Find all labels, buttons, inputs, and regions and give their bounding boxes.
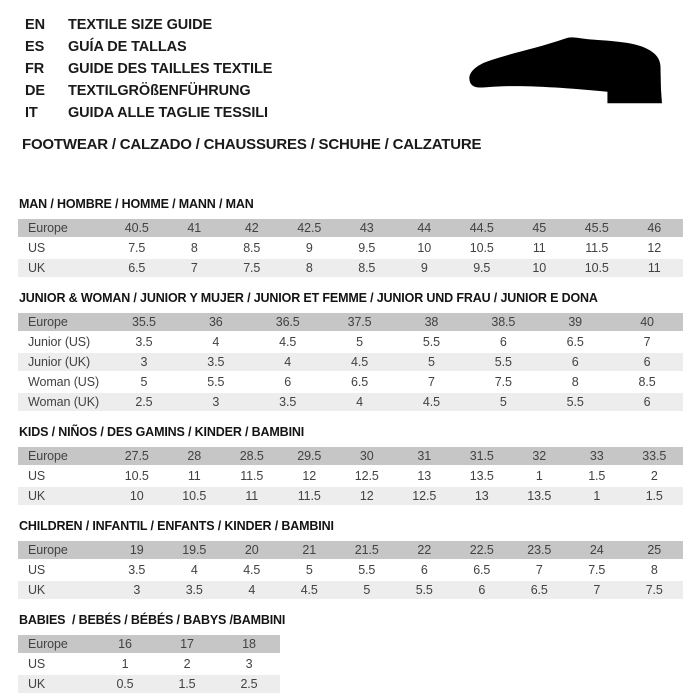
size-cell: 39	[539, 313, 611, 331]
table-row	[18, 373, 683, 391]
language-title: GUIDE DES TAILLES TEXTILE	[68, 61, 273, 77]
table-row	[18, 219, 683, 237]
row-label: UK	[18, 487, 108, 505]
size-table	[18, 311, 683, 413]
language-title: GUÍA DE TALLAS	[68, 39, 187, 55]
size-cell: 4	[252, 353, 324, 371]
size-cell: 41	[166, 219, 224, 237]
size-cell: 43	[338, 219, 396, 237]
size-cell: 3	[245, 657, 253, 671]
size-table-title: MAN / HOMBRE / HOMME / MANN / MAN	[19, 197, 254, 211]
table-row	[18, 239, 683, 257]
table-row	[18, 561, 683, 579]
size-cell: 33	[568, 447, 626, 465]
row-label: US	[28, 241, 46, 255]
size-cell: 6	[453, 581, 511, 599]
size-cell: 5	[467, 393, 539, 411]
size-cell: 11	[626, 259, 684, 277]
size-cell: 7.5	[128, 241, 146, 255]
size-cell: 6	[611, 393, 683, 411]
table-row	[18, 467, 683, 485]
size-cell: 7.5	[223, 259, 281, 277]
size-cell: 2.5	[108, 393, 180, 411]
size-cell: 2.5	[218, 675, 280, 693]
size-table	[18, 633, 280, 695]
size-table-section	[18, 425, 683, 507]
size-cell: 5	[305, 563, 313, 577]
size-cell: 7.5	[626, 581, 684, 599]
size-table-title: BABIES / BEBÉS / BÉBÉS / BABYS /BAMBINI	[19, 613, 286, 627]
size-cell: 1	[121, 657, 129, 671]
size-cell: 32	[511, 447, 569, 465]
size-cell: 40	[611, 313, 683, 331]
size-cell: 11.5	[281, 487, 339, 505]
size-table-title: CHILDREN / INFANTIL / ENFANTS / KINDER / BAMBINI	[19, 519, 334, 533]
size-cell: 10.5	[469, 241, 494, 255]
size-cell: 3.5	[128, 563, 146, 577]
size-cell: 46	[626, 219, 684, 237]
size-cell: 1.5	[156, 675, 218, 693]
size-cell: 21	[281, 541, 339, 559]
table-row	[18, 541, 683, 559]
size-cell: 13.5	[469, 469, 494, 483]
size-cell: 9.5	[453, 259, 511, 277]
size-cell: 3	[180, 393, 252, 411]
size-cell: 4	[324, 393, 396, 411]
size-cell: 5	[140, 375, 148, 389]
size-cell: 12.5	[396, 487, 454, 505]
language-title: TEXTILGRÖßENFÜHRUNG	[68, 83, 251, 99]
row-label: UK	[18, 581, 108, 599]
size-cell: 7	[643, 335, 651, 349]
size-cell: 7	[568, 581, 626, 599]
size-cell: 12	[647, 241, 662, 255]
size-cell: 42	[223, 219, 281, 237]
row-label: Europe	[18, 635, 94, 653]
row-label: US	[28, 563, 46, 577]
size-cell: 6	[284, 375, 292, 389]
size-table-section	[18, 197, 683, 279]
language-code: IT	[25, 105, 38, 121]
size-cell: 20	[223, 541, 281, 559]
size-cell: 4	[190, 563, 198, 577]
size-cell: 3.5	[252, 393, 324, 411]
size-cell: 7.5	[494, 375, 512, 389]
size-cell: 10.5	[568, 259, 626, 277]
size-cell: 30	[338, 447, 396, 465]
size-cell: 36.5	[252, 313, 324, 331]
size-cell: 24	[568, 541, 626, 559]
language-code: ES	[25, 39, 45, 55]
row-label: Woman (UK)	[18, 393, 108, 411]
size-cell: 9	[396, 259, 454, 277]
size-cell: 22	[396, 541, 454, 559]
size-cell: 29.5	[281, 447, 339, 465]
size-cell: 11	[532, 241, 546, 255]
size-cell: 27.5	[108, 447, 166, 465]
row-label: US	[28, 657, 46, 671]
size-cell: 38.5	[467, 313, 539, 331]
size-cell: 1	[535, 469, 543, 483]
size-cell: 18	[218, 635, 280, 653]
table-row	[18, 635, 280, 653]
size-cell: 9.5	[358, 241, 376, 255]
size-cell: 2	[183, 657, 191, 671]
size-cell: 10	[108, 487, 166, 505]
table-row	[18, 675, 280, 693]
size-cell: 5.5	[467, 353, 539, 371]
table-row	[18, 487, 683, 505]
size-cell: 19	[108, 541, 166, 559]
size-cell: 6	[420, 563, 428, 577]
size-cell: 10	[511, 259, 569, 277]
row-label: Europe	[18, 313, 108, 331]
size-cell: 7	[166, 259, 224, 277]
row-label: Europe	[18, 447, 108, 465]
size-cell: 4.5	[243, 563, 261, 577]
language-title: TEXTILE SIZE GUIDE	[68, 17, 213, 33]
size-cell: 17	[156, 635, 218, 653]
size-cell: 4.5	[279, 335, 297, 349]
language-title: GUIDA ALLE TAGLIE TESSILI	[68, 105, 268, 121]
size-cell: 1	[568, 487, 626, 505]
size-table-section	[18, 613, 683, 695]
size-cell: 12	[302, 469, 317, 483]
size-cell: 31.5	[453, 447, 511, 465]
size-cell: 10.5	[124, 469, 149, 483]
size-cell: 3.5	[135, 335, 153, 349]
row-label: Woman (US)	[28, 375, 100, 389]
size-cell: 4	[223, 581, 281, 599]
size-cell: 11.5	[585, 241, 609, 255]
size-cell: 8	[650, 563, 658, 577]
size-cell: 28.5	[223, 447, 281, 465]
size-cell: 8	[190, 241, 198, 255]
size-cell: 42.5	[281, 219, 339, 237]
size-cell: 4.5	[281, 581, 339, 599]
size-cell: 5.5	[207, 375, 225, 389]
size-cell: 6	[611, 353, 683, 371]
category-line: FOOTWEAR / CALZADO / CHAUSSURES / SCHUHE / CALZATURE	[22, 136, 482, 153]
size-cell: 6.5	[351, 375, 369, 389]
size-cell: 38	[396, 313, 468, 331]
size-cell: 44	[396, 219, 454, 237]
size-cell: 6.5	[566, 335, 584, 349]
size-table	[18, 539, 683, 601]
size-cell: 10	[417, 241, 432, 255]
size-cell: 0.5	[94, 675, 156, 693]
language-code: FR	[25, 61, 45, 77]
size-cell: 12	[338, 487, 396, 505]
size-cell: 1.5	[588, 469, 606, 483]
size-cell: 4	[212, 335, 220, 349]
size-cell: 4.5	[324, 353, 396, 371]
size-cell: 5.5	[358, 563, 376, 577]
size-cell: 11	[187, 469, 201, 483]
size-cell: 28	[166, 447, 224, 465]
size-cell: 8.5	[338, 259, 396, 277]
size-table	[18, 445, 683, 507]
size-cell: 40.5	[108, 219, 166, 237]
size-cell: 6.5	[473, 563, 491, 577]
size-cell: 36	[180, 313, 252, 331]
size-cell: 2	[650, 469, 658, 483]
size-cell: 3.5	[180, 353, 252, 371]
size-cell: 45.5	[568, 219, 626, 237]
size-table-section	[18, 291, 683, 413]
size-cell: 6.5	[511, 581, 569, 599]
size-cell: 10.5	[166, 487, 224, 505]
size-cell: 5	[396, 353, 468, 371]
size-cell: 21.5	[338, 541, 396, 559]
size-cell: 11.5	[240, 469, 264, 483]
row-label: UK	[18, 675, 94, 693]
size-cell: 7	[535, 563, 543, 577]
size-table-title: JUNIOR & WOMAN / JUNIOR Y MUJER / JUNIOR ET FEMME / JUNIOR UND FRAU / JUNIOR E DONA	[19, 291, 598, 305]
size-cell: 37.5	[324, 313, 396, 331]
language-row	[25, 14, 700, 36]
size-cell: 25	[626, 541, 684, 559]
size-cell: 5.5	[539, 393, 611, 411]
size-cell: 3.5	[166, 581, 224, 599]
table-row	[18, 353, 683, 371]
size-cell: 3	[108, 581, 166, 599]
size-cell: 5	[338, 581, 396, 599]
table-row	[18, 333, 683, 351]
size-table-title: KIDS / NIÑOS / DES GAMINS / KINDER / BAMBINI	[19, 425, 305, 439]
row-label: UK	[18, 259, 108, 277]
row-label: Europe	[18, 219, 108, 237]
size-cell: 44.5	[453, 219, 511, 237]
size-tables	[18, 197, 683, 695]
size-cell: 8.5	[638, 375, 656, 389]
size-cell: 1.5	[626, 487, 684, 505]
table-row	[18, 447, 683, 465]
size-cell: 7.5	[588, 563, 606, 577]
language-code: DE	[25, 83, 45, 99]
size-cell: 45	[511, 219, 569, 237]
size-cell: 11	[223, 487, 281, 505]
size-cell: 3	[108, 353, 180, 371]
size-cell: 16	[94, 635, 156, 653]
size-cell: 8.5	[243, 241, 261, 255]
size-cell: 4.5	[396, 393, 468, 411]
table-row	[18, 313, 683, 331]
size-cell: 31	[396, 447, 454, 465]
table-row	[18, 581, 683, 599]
size-cell: 19.5	[166, 541, 224, 559]
size-cell: 9	[305, 241, 313, 255]
row-label: Europe	[18, 541, 108, 559]
language-code: EN	[25, 17, 45, 33]
size-cell: 8	[281, 259, 339, 277]
dress-shoe-icon	[463, 36, 665, 108]
size-cell: 5.5	[396, 581, 454, 599]
size-cell: 6.5	[108, 259, 166, 277]
size-table	[18, 217, 683, 279]
row-label: US	[28, 469, 46, 483]
size-cell: 13	[453, 487, 511, 505]
size-cell: 23.5	[511, 541, 569, 559]
size-cell: 35.5	[108, 313, 180, 331]
table-row	[18, 259, 683, 277]
size-table-section	[18, 519, 683, 601]
row-label: Junior (UK)	[18, 353, 108, 371]
size-cell: 7	[428, 375, 435, 389]
row-label: Junior (US)	[28, 335, 91, 349]
size-cell: 6	[539, 353, 611, 371]
size-cell: 22.5	[453, 541, 511, 559]
table-row	[18, 393, 683, 411]
size-cell: 13.5	[511, 487, 569, 505]
size-cell: 12.5	[354, 469, 379, 483]
size-cell: 5	[356, 335, 363, 349]
size-cell: 8	[571, 375, 579, 389]
size-cell: 5.5	[422, 335, 440, 349]
size-cell: 6	[499, 335, 507, 349]
size-cell: 33.5	[626, 447, 684, 465]
table-row	[18, 655, 280, 673]
size-cell: 13	[417, 469, 432, 483]
